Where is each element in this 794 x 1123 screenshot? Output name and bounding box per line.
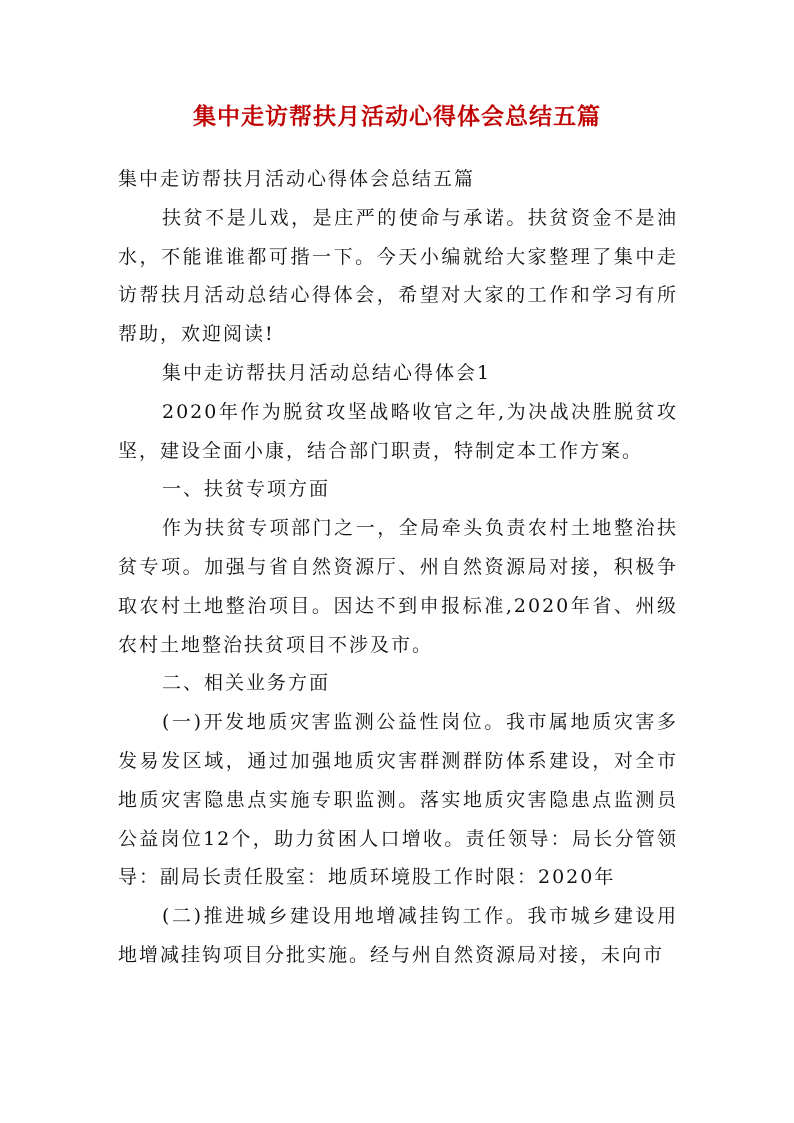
- body-paragraph: 作为扶贫专项部门之一，全局牵头负责农村土地整治扶贫专项。加强与省自然资源厅、州自然资源局对接，积极争取农村土地整治项目。因达不到申报标准,2020年省、州级农村土地整治扶贫项目不涉及市。: [118, 517, 678, 656]
- section-heading-2: 一、扶贫专项方面: [162, 478, 331, 501]
- subtitle-paragraph: 集中走访帮扶月活动心得体会总结五篇: [118, 168, 476, 190]
- document-title: 集中走访帮扶月活动心得体会总结五篇: [193, 103, 601, 130]
- document-body: [118, 160, 678, 975]
- intro-paragraph: 扶贫不是儿戏，是庄严的使命与承诺。扶贫资金不是油水，不能谁谁都可揩一下。今天小编就给大家整理了集中走访帮扶月活动总结心得体会，希望对大家的工作和学习有所帮助，欢迎阅读!: [118, 206, 678, 346]
- body-paragraph: 2020年作为脱贫攻坚战略收官之年,为决战决胜脱贫攻坚，建设全面小康，结合部门职责，特制定本工作方案。: [118, 400, 678, 462]
- body-paragraph: (一)开发地质灾害监测公益性岗位。我市属地质灾害多发易发区域，通过加强地质灾害群测群防体系建设，对全市地质灾害隐患点实施专职监测。落实地质灾害隐患点监测员公益岗位12个，助力贫困人口增收。责任领导：局长分管领导：副局长责任股室：地质环境股工作时限：2020年: [118, 711, 678, 889]
- section-heading-1: 集中走访帮扶月活动总结心得体会1: [162, 361, 492, 384]
- body-paragraph: (二)推进城乡建设用地增减挂钩工作。我市城乡建设用地增减挂钩项目分批实施。经与州自然资源局对接，未向市: [118, 905, 678, 966]
- section-heading-3: 二、相关业务方面: [162, 672, 331, 695]
